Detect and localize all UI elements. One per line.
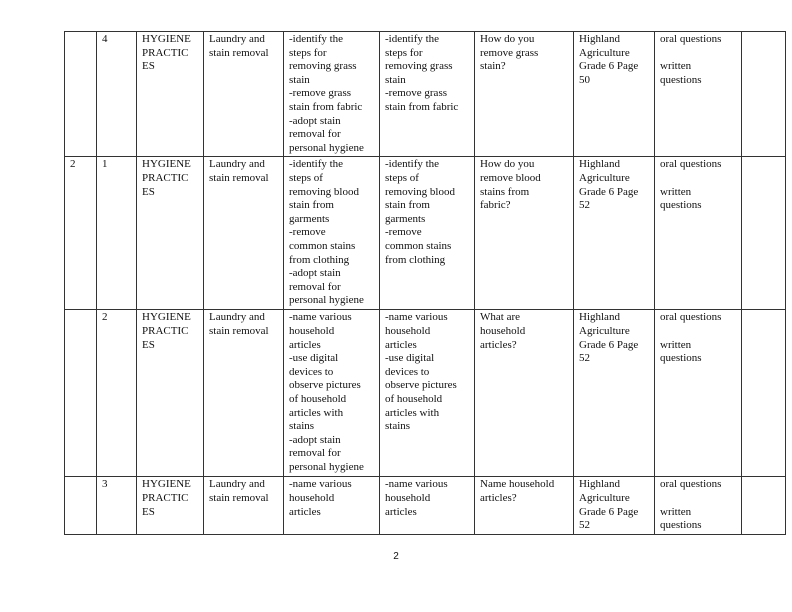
cell-line: common stains bbox=[289, 239, 356, 252]
cell-line: articles bbox=[385, 505, 417, 518]
cell-line: PRACTIC bbox=[142, 491, 189, 504]
lesson-cell bbox=[97, 157, 137, 310]
cell-line: stain from fabric bbox=[385, 100, 459, 113]
cell-line: articles with bbox=[385, 406, 440, 419]
key-inquiry-cell bbox=[475, 477, 574, 534]
learning-experiences-cell bbox=[380, 157, 475, 310]
cell-line: PRACTIC bbox=[142, 171, 189, 184]
cell-line: of household bbox=[289, 392, 347, 405]
learning-experiences-cell bbox=[380, 310, 475, 477]
remarks-cell bbox=[742, 477, 786, 534]
cell-line: Laundry and bbox=[209, 33, 265, 45]
cell-line: household bbox=[289, 491, 335, 504]
cell-line: -name various bbox=[385, 478, 448, 491]
cell-line: 50 bbox=[579, 73, 590, 86]
cell-line: household bbox=[385, 324, 431, 337]
cell-line: stains bbox=[385, 420, 411, 433]
lesson-cell bbox=[97, 32, 137, 157]
cell-line: -remove bbox=[385, 226, 422, 239]
cell-line: Grade 6 Page bbox=[579, 60, 639, 73]
cell-text: 1 bbox=[102, 158, 108, 171]
cell-line: of household bbox=[385, 392, 443, 405]
cell-line: oral questions bbox=[660, 311, 722, 324]
cell-line: written bbox=[660, 505, 692, 518]
cell-line: personal hygiene bbox=[289, 294, 364, 307]
cell-line: Agriculture bbox=[579, 46, 630, 59]
cell-line: ES bbox=[142, 338, 155, 351]
cell-line: removal for bbox=[289, 447, 341, 460]
cell-line: Name household bbox=[480, 478, 555, 491]
cell-line: stain from bbox=[289, 199, 334, 212]
cell-line bbox=[660, 325, 736, 339]
assessment-cell bbox=[655, 32, 742, 157]
cell-line: garments bbox=[385, 212, 426, 225]
cell-line: stain bbox=[385, 73, 406, 86]
cell-line: How do you bbox=[480, 33, 535, 45]
cell-line: observe pictures bbox=[385, 379, 457, 392]
cell-line: Highland bbox=[579, 158, 620, 171]
cell-line: questions bbox=[660, 519, 702, 532]
assessment-cell bbox=[655, 157, 742, 310]
cell-line: stain? bbox=[480, 60, 506, 73]
remarks-cell bbox=[742, 310, 786, 477]
table-row bbox=[65, 310, 786, 477]
learning-resources-cell bbox=[574, 32, 655, 157]
learning-resources-cell bbox=[574, 157, 655, 310]
cell-line: -adopt stain bbox=[289, 433, 341, 446]
cell-line: household bbox=[289, 324, 335, 337]
cell-line bbox=[660, 47, 736, 61]
cell-line: fabric? bbox=[480, 199, 511, 212]
sub-strand-cell bbox=[204, 32, 284, 157]
cell-line: -adopt stain bbox=[289, 267, 341, 280]
learning-outcomes-cell bbox=[284, 310, 380, 477]
cell-text: 3 bbox=[102, 478, 108, 491]
cell-line: removing grass bbox=[385, 60, 453, 73]
sub-strand-cell bbox=[204, 157, 284, 310]
cell-line: oral questions bbox=[660, 33, 722, 45]
cell-line: questions bbox=[660, 73, 702, 86]
sub-strand-cell bbox=[204, 477, 284, 534]
cell-line: oral questions bbox=[660, 478, 722, 491]
cell-line: articles? bbox=[480, 338, 517, 351]
cell-line: -use digital bbox=[289, 352, 339, 365]
page-number: 2 bbox=[393, 551, 399, 562]
cell-line: removing blood bbox=[385, 185, 455, 198]
cell-line: from clothing bbox=[385, 253, 446, 266]
cell-line: -identify the bbox=[385, 158, 440, 171]
table-row bbox=[65, 157, 786, 310]
cell-line: HYGIENE bbox=[142, 158, 191, 171]
cell-line: Grade 6 Page bbox=[579, 338, 639, 351]
learning-experiences-cell bbox=[380, 32, 475, 157]
cell-line: steps of bbox=[385, 171, 419, 184]
learning-experiences-cell bbox=[380, 477, 475, 534]
cell-line: articles with bbox=[289, 406, 344, 419]
key-inquiry-cell bbox=[475, 157, 574, 310]
cell-line: -remove grass bbox=[289, 87, 352, 100]
week-cell bbox=[65, 310, 97, 477]
strand-cell bbox=[137, 32, 204, 157]
sub-strand-cell bbox=[204, 310, 284, 477]
cell-line: -identify the bbox=[289, 158, 344, 171]
learning-outcomes-cell bbox=[284, 157, 380, 310]
cell-line bbox=[660, 492, 736, 506]
cell-line: household bbox=[480, 324, 526, 337]
cell-line: -name various bbox=[289, 478, 352, 491]
cell-line: 52 bbox=[579, 519, 590, 532]
cell-text: 2 bbox=[70, 158, 76, 171]
cell-line: articles bbox=[289, 338, 321, 351]
cell-line: removal for bbox=[289, 280, 341, 293]
week-cell bbox=[65, 157, 97, 310]
cell-line: How do you bbox=[480, 158, 535, 171]
cell-line: HYGIENE bbox=[142, 33, 191, 45]
cell-line: written bbox=[660, 60, 692, 73]
cell-line: remove blood bbox=[480, 171, 541, 184]
learning-resources-cell bbox=[574, 310, 655, 477]
key-inquiry-cell bbox=[475, 32, 574, 157]
cell-line: -name various bbox=[385, 311, 448, 324]
cell-line: articles? bbox=[480, 491, 517, 504]
assessment-cell bbox=[655, 310, 742, 477]
cell-line: What are bbox=[480, 311, 520, 324]
cell-line: steps for bbox=[385, 46, 423, 59]
cell-line: removing grass bbox=[289, 60, 357, 73]
cell-line: written bbox=[660, 338, 692, 351]
cell-line: Agriculture bbox=[579, 491, 630, 504]
strand-cell bbox=[137, 477, 204, 534]
cell-line: ES bbox=[142, 185, 155, 198]
learning-outcomes-cell bbox=[284, 477, 380, 534]
cell-line: written bbox=[660, 185, 692, 198]
cell-line: -adopt stain bbox=[289, 114, 341, 127]
cell-line: personal hygiene bbox=[289, 460, 364, 473]
cell-line: Grade 6 Page bbox=[579, 185, 639, 198]
cell-line: Grade 6 Page bbox=[579, 505, 639, 518]
cell-line: common stains bbox=[385, 239, 452, 252]
cell-line: questions bbox=[660, 199, 702, 212]
cell-line: stain bbox=[289, 73, 310, 86]
cell-line: household bbox=[385, 491, 431, 504]
cell-line: -remove bbox=[289, 226, 326, 239]
cell-line: stain removal bbox=[209, 171, 269, 184]
lesson-cell bbox=[97, 477, 137, 534]
cell-line: personal hygiene bbox=[289, 141, 364, 154]
cell-line: steps of bbox=[289, 171, 323, 184]
cell-text: 4 bbox=[102, 33, 108, 45]
week-cell bbox=[65, 32, 97, 157]
cell-line: Highland bbox=[579, 33, 620, 45]
cell-line: stains from bbox=[480, 185, 530, 198]
cell-line: observe pictures bbox=[289, 379, 361, 392]
cell-line: stain from bbox=[385, 199, 430, 212]
assessment-cell bbox=[655, 477, 742, 534]
cell-line: PRACTIC bbox=[142, 324, 189, 337]
cell-line: Highland bbox=[579, 311, 620, 324]
cell-line: stains bbox=[289, 420, 315, 433]
week-cell bbox=[65, 477, 97, 534]
cell-line: -remove grass bbox=[385, 87, 448, 100]
scheme-of-work-table bbox=[64, 31, 786, 535]
cell-line: 52 bbox=[579, 352, 590, 365]
table-body bbox=[65, 32, 786, 535]
strand-cell bbox=[137, 157, 204, 310]
cell-line: devices to bbox=[289, 365, 334, 378]
cell-line: stain removal bbox=[209, 491, 269, 504]
cell-line: garments bbox=[289, 212, 330, 225]
cell-line: Laundry and bbox=[209, 311, 265, 324]
learning-resources-cell bbox=[574, 477, 655, 534]
cell-line: articles bbox=[289, 505, 321, 518]
table-row bbox=[65, 477, 786, 534]
cell-line: devices to bbox=[385, 365, 430, 378]
cell-line: remove grass bbox=[480, 46, 539, 59]
cell-line: from clothing bbox=[289, 253, 350, 266]
cell-line: Highland bbox=[579, 478, 620, 491]
remarks-cell bbox=[742, 32, 786, 157]
cell-line: stain removal bbox=[209, 324, 269, 337]
key-inquiry-cell bbox=[475, 310, 574, 477]
lesson-cell bbox=[97, 310, 137, 477]
cell-line: -identify the bbox=[289, 33, 344, 45]
cell-line: Laundry and bbox=[209, 158, 265, 171]
cell-line: HYGIENE bbox=[142, 478, 191, 491]
cell-line: HYGIENE bbox=[142, 311, 191, 324]
strand-cell bbox=[137, 310, 204, 477]
cell-line: steps for bbox=[289, 46, 327, 59]
cell-line: PRACTIC bbox=[142, 46, 189, 59]
table-row bbox=[65, 32, 786, 157]
cell-text: 2 bbox=[102, 311, 108, 324]
cell-line: 52 bbox=[579, 199, 590, 212]
cell-line: removal for bbox=[289, 128, 341, 141]
cell-line: removing blood bbox=[289, 185, 359, 198]
learning-outcomes-cell bbox=[284, 32, 380, 157]
cell-line bbox=[660, 172, 736, 186]
cell-line: articles bbox=[385, 338, 417, 351]
cell-line: Agriculture bbox=[579, 171, 630, 184]
cell-line: ES bbox=[142, 505, 155, 518]
cell-line: ES bbox=[142, 60, 155, 73]
cell-line: oral questions bbox=[660, 158, 722, 171]
cell-line: -identify the bbox=[385, 33, 440, 45]
cell-line: questions bbox=[660, 352, 702, 365]
cell-line: -name various bbox=[289, 311, 352, 324]
cell-line: Agriculture bbox=[579, 324, 630, 337]
cell-line: Laundry and bbox=[209, 478, 265, 491]
cell-line: stain from fabric bbox=[289, 100, 363, 113]
cell-line: -use digital bbox=[385, 352, 435, 365]
remarks-cell bbox=[742, 157, 786, 310]
cell-line: stain removal bbox=[209, 46, 269, 59]
